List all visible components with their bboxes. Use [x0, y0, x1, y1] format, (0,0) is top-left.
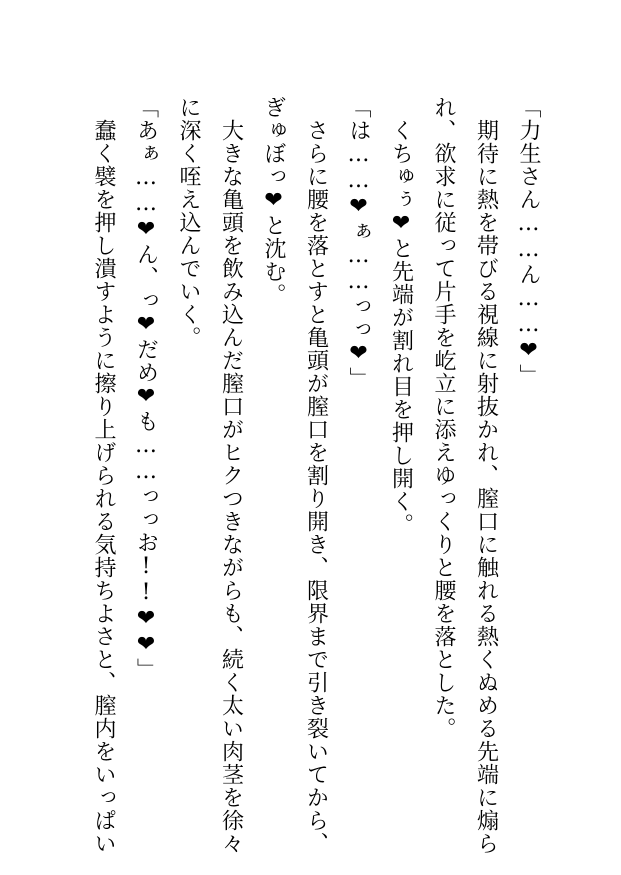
- text-line: に深く咥え込んでいく。: [176, 96, 201, 349]
- text-line: 期待に熱を帯びる視線に射抜かれ、膣口に触れる熱くぬめる先端に煽ら: [473, 96, 499, 855]
- text-line: 「あぁ……❤ん、っ❤だめ❤も……っっお!!❤❤」: [133, 96, 159, 681]
- text-line: さらに腰を落とすと亀頭が膣口を割り開き、限界まで引き裂いてから、: [303, 96, 329, 855]
- vertical-text-body: [82, 96, 550, 855]
- text-line: 大きな亀頭を飲み込んだ膣口がヒクつきながらも、続く太い肉茎を徐々: [218, 96, 244, 855]
- text-line: れ、欲求に従って片手を屹立に添えゆっくりと腰を落とした。: [431, 96, 456, 740]
- text-line: 「は……❤ぁ……っっ❤」: [346, 96, 371, 390]
- text-line: 蠢く襞を押し潰すように擦り上げられる気持ちよさと、膣内をいっぱい: [91, 96, 116, 855]
- text-line: ぎゅぼっ❤と沈む。: [261, 96, 286, 306]
- text-line: くちゅぅ❤と先端が割れ目を押し開く。: [388, 96, 414, 536]
- text-line: 「力生さん……ん……❤」: [516, 96, 541, 387]
